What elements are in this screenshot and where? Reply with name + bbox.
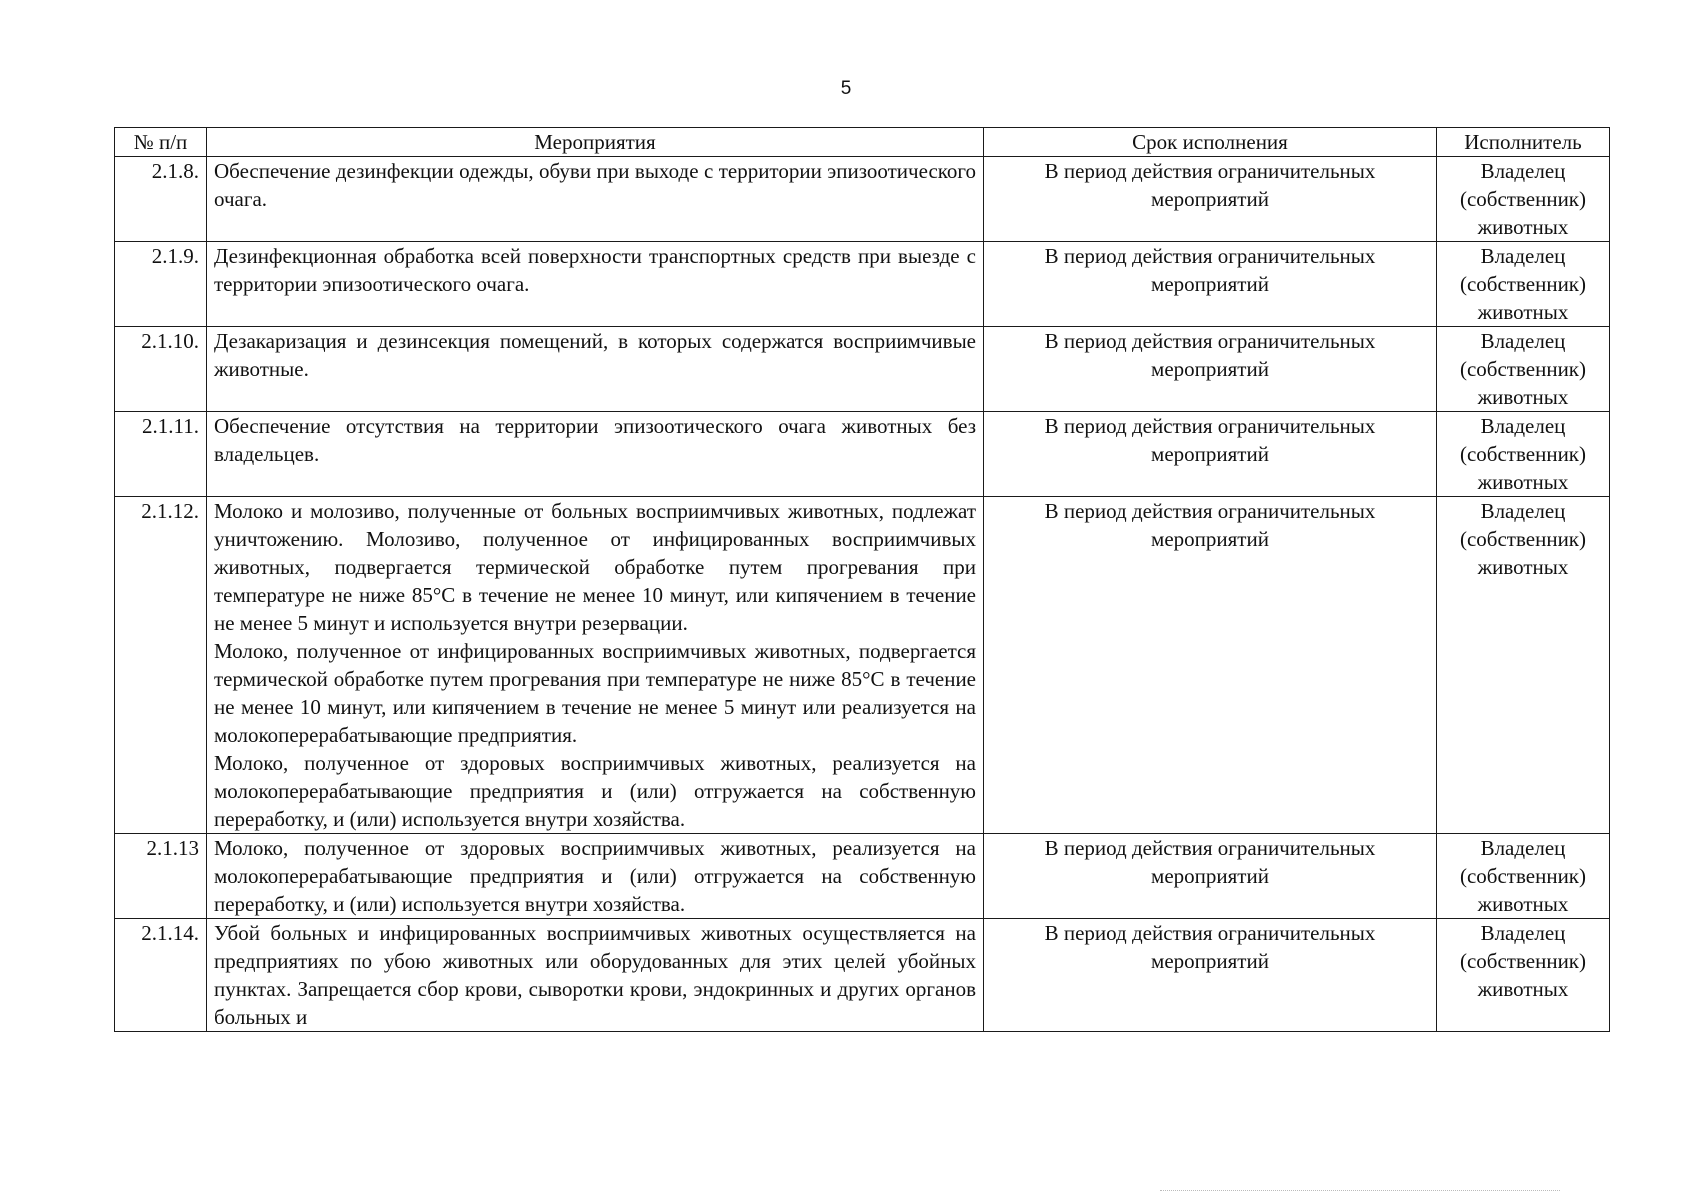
row-activity [207, 919, 984, 1032]
activity-text: Молоко, полученное от здоровых восприимчивых животных, реализуется на молокоперерабатывающие предприятия и (или) отгружается на собственную переработку, и (или) используется внутри хозяйства. [214, 836, 976, 916]
row-term: В период действия ограничительных мероприятий [984, 834, 1437, 919]
table-row [115, 919, 1610, 1032]
row-number: 2.1.14. [115, 919, 207, 1032]
row-activity [207, 834, 984, 919]
row-term: В период действия ограничительных мероприятий [984, 242, 1437, 327]
table-row [115, 497, 1610, 834]
activity-text: Обеспечение дезинфекции одежды, обуви при выходе с территории эпизоотического очага. [214, 159, 976, 211]
row-executor: Владелец (собственник) животных [1437, 412, 1610, 497]
activity-text: Дезакаризация и дезинсекция помещений, в которых содержатся восприимчивые животные. [214, 329, 976, 381]
row-executor: Владелец (собственник) животных [1437, 919, 1610, 1032]
table-row [115, 834, 1610, 919]
table-row [115, 412, 1610, 497]
activity-text: Убой больных и инфицированных восприимчивых животных осуществляется на предприятиях по убою животных или оборудованных для этих целей убойных пунктах. Запрещается сбор крови, сыворотки крови, эндокринных и других органов больных и [214, 921, 976, 1029]
row-executor: Владелец (собственник) животных [1437, 242, 1610, 327]
activity-text: Дезинфекционная обработка всей поверхности транспортных средств при выезде с территории эпизоотического очага. [214, 244, 976, 296]
row-activity [207, 412, 984, 497]
header-executor: Исполнитель [1437, 128, 1610, 157]
activity-text: Обеспечение отсутствия на территории эпизоотического очага животных без владельцев. [214, 414, 976, 466]
row-number: 2.1.13 [115, 834, 207, 919]
row-activity [207, 497, 984, 834]
row-number: 2.1.11. [115, 412, 207, 497]
row-term: В период действия ограничительных мероприятий [984, 919, 1437, 1032]
row-term: В период действия ограничительных мероприятий [984, 497, 1437, 834]
header-term: Срок исполнения [984, 128, 1437, 157]
row-activity [207, 327, 984, 412]
page-number: 5 [840, 78, 852, 99]
row-activity [207, 242, 984, 327]
row-term: В период действия ограничительных мероприятий [984, 157, 1437, 242]
row-number: 2.1.12. [115, 497, 207, 834]
row-number: 2.1.10. [115, 327, 207, 412]
table-header-row [115, 128, 1610, 157]
row-term: В период действия ограничительных мероприятий [984, 412, 1437, 497]
row-executor: Владелец (собственник) животных [1437, 327, 1610, 412]
row-executor: Владелец (собственник) животных [1437, 157, 1610, 242]
table-row [115, 327, 1610, 412]
measures-table [114, 127, 1610, 1032]
row-term: В период действия ограничительных мероприятий [984, 327, 1437, 412]
row-number: 2.1.9. [115, 242, 207, 327]
table-row [115, 157, 1610, 242]
table-row [115, 242, 1610, 327]
header-activity: Мероприятия [207, 128, 984, 157]
activity-paragraph: Молоко, полученное от здоровых восприимчивых животных, реализуется на молокоперерабатывающие предприятия и (или) отгружается на собственную переработку, и (или) используется внутри хозяйства. [214, 751, 976, 831]
scan-artifact-dots [1160, 1190, 1560, 1193]
row-executor: Владелец (собственник) животных [1437, 834, 1610, 919]
row-activity [207, 157, 984, 242]
row-number: 2.1.8. [115, 157, 207, 242]
row-executor: Владелец (собственник) животных [1437, 497, 1610, 834]
activity-paragraph: Молоко и молозиво, полученные от больных восприимчивых животных, подлежат уничтожению. Молозиво, полученное от инфицированных восприимчивых животных, подвергается термической обработке путем прогревания при температуре не ниже 85°C в течение не менее 10 минут, или кипячением в течение не менее 5 минут и используется внутри резервации. [214, 499, 976, 635]
header-num: № п/п [115, 128, 207, 157]
activity-paragraph: Молоко, полученное от инфицированных восприимчивых животных, подвергается термической обработке путем прогревания при температуре не ниже 85°C в течение не менее 10 минут, или кипячением в течение не менее 5 минут или реализуется на молокоперерабатывающие предприятия. [214, 639, 976, 747]
